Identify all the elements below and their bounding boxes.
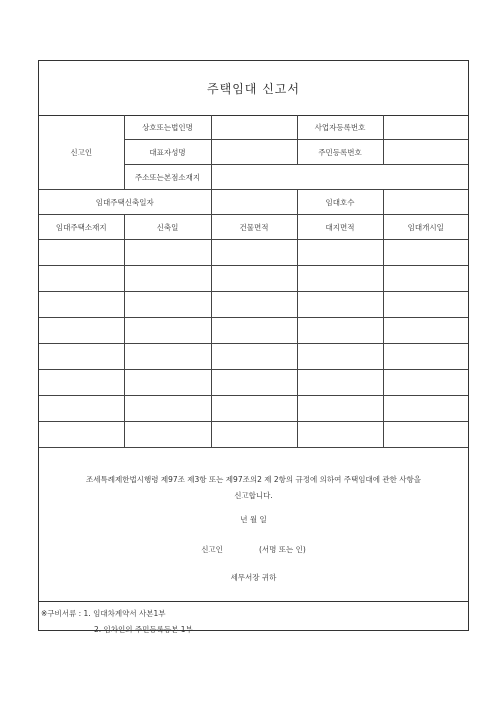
table-cell[interactable] <box>124 240 211 266</box>
table-cell[interactable] <box>297 240 383 266</box>
addressee: 세무서장 귀하 <box>230 573 277 582</box>
table-cell[interactable] <box>211 318 297 344</box>
table-cell[interactable] <box>124 292 211 318</box>
form-title: 주택임대 신고서 <box>207 81 300 96</box>
table-row <box>39 266 468 292</box>
rental-start-date-field[interactable] <box>211 190 297 215</box>
date-line: 년 월 일 <box>240 515 267 524</box>
table-cell[interactable] <box>39 370 124 396</box>
table-cell[interactable] <box>297 318 383 344</box>
address-field[interactable] <box>211 165 468 190</box>
table-row <box>39 396 468 422</box>
table-cell[interactable] <box>383 266 468 292</box>
business-reg-no-field[interactable] <box>383 115 468 140</box>
table-cell[interactable] <box>383 318 468 344</box>
table-cell[interactable] <box>383 240 468 266</box>
table-cell[interactable] <box>124 422 211 448</box>
table-cell[interactable] <box>39 396 124 422</box>
report-table <box>39 115 468 448</box>
table-cell[interactable] <box>383 422 468 448</box>
business-reg-no-label: 사업자등록번호 <box>297 115 383 140</box>
company-name-field[interactable] <box>211 115 297 140</box>
column-header: 임대주택소재지 <box>39 215 124 240</box>
table-row <box>39 240 468 266</box>
title-row <box>39 61 468 116</box>
resident-reg-no-field[interactable] <box>383 140 468 165</box>
declaration-section <box>39 451 468 601</box>
resident-reg-no-label: 주민등록번호 <box>297 140 383 165</box>
representative-name-field[interactable] <box>211 140 297 165</box>
table-cell[interactable] <box>124 266 211 292</box>
note-line-2: 2. 임차인의 주민등록등본 1부 <box>94 625 193 634</box>
address-label: 주소또는본점소재지 <box>124 165 211 190</box>
table-cell[interactable] <box>211 396 297 422</box>
table-cell[interactable] <box>297 292 383 318</box>
table-cell[interactable] <box>39 318 124 344</box>
column-header: 임대개시일 <box>383 215 468 240</box>
sign-note: (서명 또는 인) <box>258 545 306 554</box>
table-cell[interactable] <box>39 344 124 370</box>
table-row <box>39 344 468 370</box>
required-documents-note <box>39 601 468 633</box>
company-name-label: 상호또는법인명 <box>124 115 211 140</box>
table-cell[interactable] <box>211 422 297 448</box>
table-cell[interactable] <box>124 370 211 396</box>
declaration-text <box>49 472 458 504</box>
reporter-sign-label: 신고인 <box>201 545 223 554</box>
column-header: 대지면적 <box>297 215 383 240</box>
rental-units-label: 임대호수 <box>297 190 383 215</box>
table-cell[interactable] <box>211 344 297 370</box>
column-header-row <box>39 215 468 240</box>
note-line-1: ※구비서류 : 1. 임대차계약서 사본1부 <box>41 609 166 618</box>
table-cell[interactable] <box>211 240 297 266</box>
reporter-label: 신고인 <box>39 115 124 190</box>
table-cell[interactable] <box>39 292 124 318</box>
table-cell[interactable] <box>39 422 124 448</box>
signature-line <box>39 544 468 555</box>
housing-rental-report-form <box>38 60 469 634</box>
table-cell[interactable] <box>383 370 468 396</box>
rental-start-date-label: 임대주택신축일자 <box>39 190 211 215</box>
table-cell[interactable] <box>211 292 297 318</box>
column-header: 건물면적 <box>211 215 297 240</box>
table-cell[interactable] <box>297 344 383 370</box>
table-cell[interactable] <box>383 344 468 370</box>
column-header: 신축일 <box>124 215 211 240</box>
table-cell[interactable] <box>211 266 297 292</box>
rental-units-field[interactable] <box>383 190 468 215</box>
declaration-line-2: 신고합니다. <box>234 491 273 500</box>
representative-name-label: 대표자성명 <box>124 140 211 165</box>
table-row <box>39 422 468 448</box>
table-cell[interactable] <box>297 266 383 292</box>
table-cell[interactable] <box>124 396 211 422</box>
table-cell[interactable] <box>124 344 211 370</box>
table-cell[interactable] <box>211 370 297 396</box>
table-cell[interactable] <box>297 370 383 396</box>
table-cell[interactable] <box>39 266 124 292</box>
table-cell[interactable] <box>124 318 211 344</box>
declaration-line-1: 조세특례제한법시행령 제97조 제3항 또는 제97조의2 제 2항의 규정에 의하여 주택임대에 관한 사항을 <box>86 475 421 484</box>
table-row <box>39 318 468 344</box>
table-cell[interactable] <box>383 396 468 422</box>
table-row <box>39 370 468 396</box>
table-cell[interactable] <box>297 396 383 422</box>
table-cell[interactable] <box>39 240 124 266</box>
table-row <box>39 292 468 318</box>
table-cell[interactable] <box>383 292 468 318</box>
table-cell[interactable] <box>297 422 383 448</box>
